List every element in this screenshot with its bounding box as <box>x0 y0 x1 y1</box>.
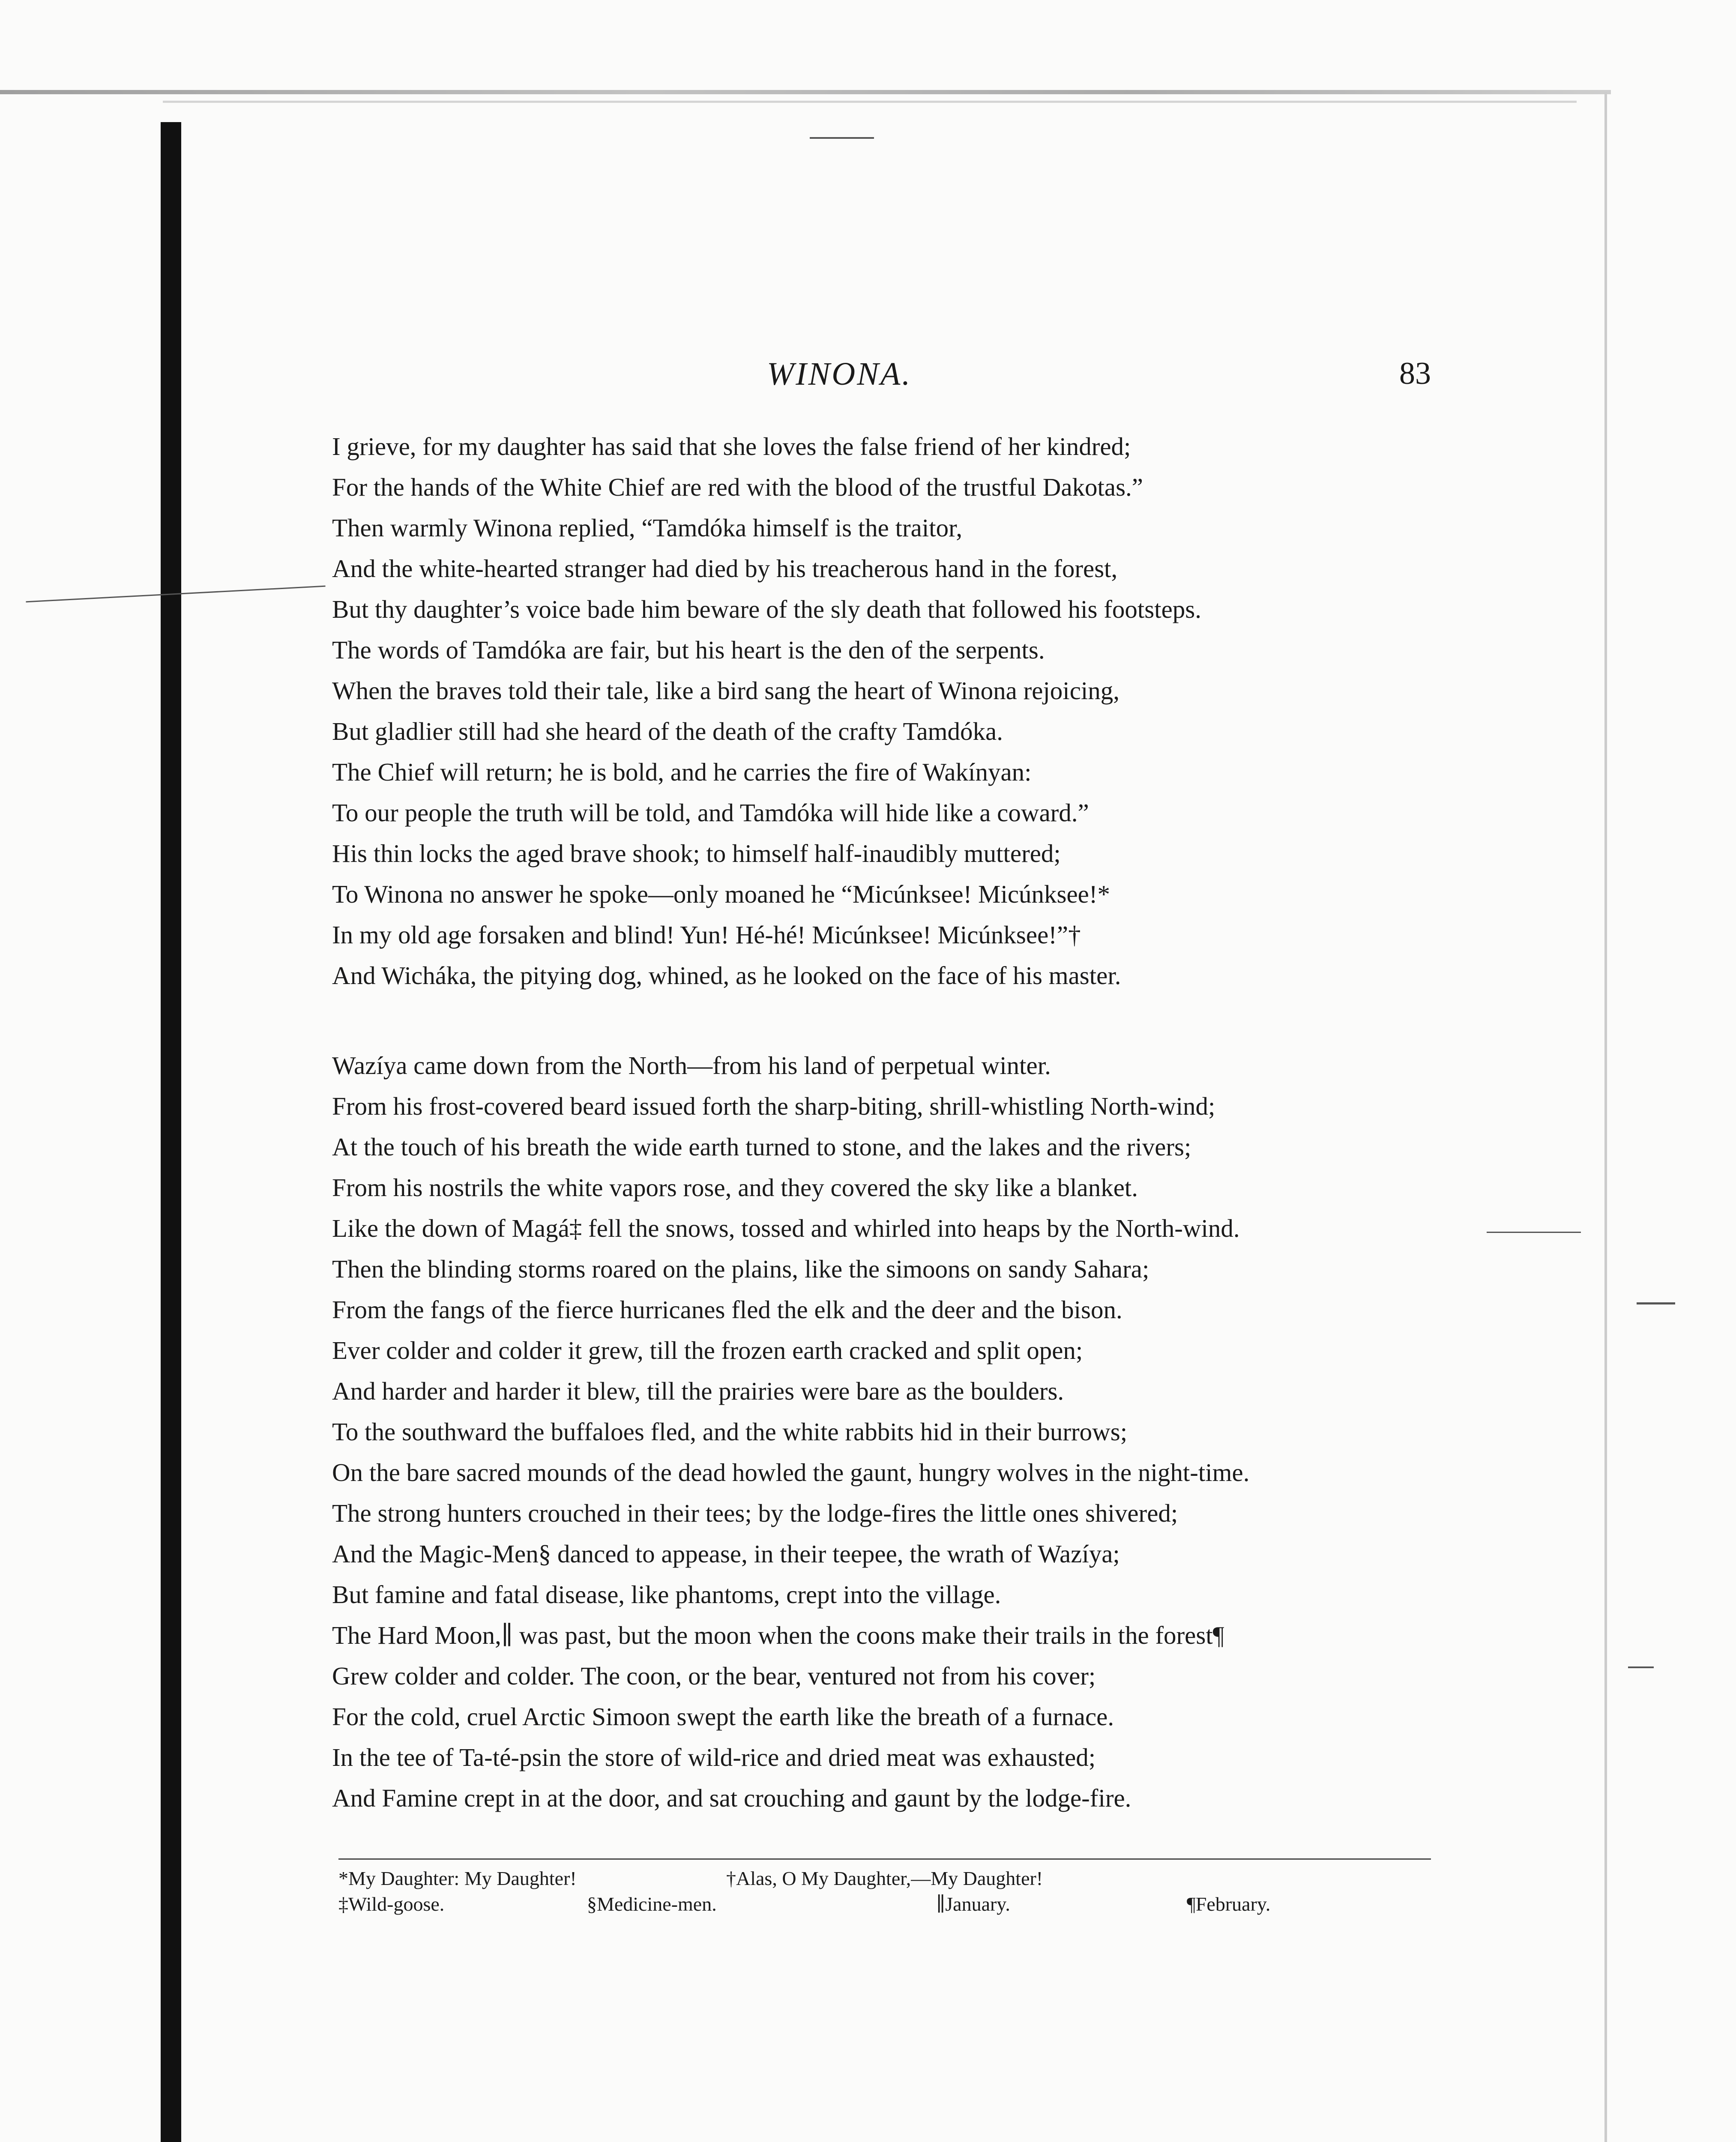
verse-line: Then the blinding storms roared on the plains, like the simoons on sandy Sahara; <box>332 1255 1149 1283</box>
binding-shadow <box>161 122 181 2142</box>
scan-mark <box>1487 1232 1581 1233</box>
footnote-row <box>338 1891 1452 1917</box>
verse-line: Like the down of Magá‡ fell the snows, tossed and whirled into heaps by the North-wind. <box>332 1214 1240 1242</box>
footnote: §Medicine-men. <box>587 1893 717 1915</box>
verse-line: And the Magic-Men§ danced to appease, in their teepee, the wrath of Wazíya; <box>332 1540 1120 1568</box>
verse-line: The Hard Moon,∥ was past, but the moon when the coons make their trails in the forest¶ <box>332 1621 1224 1649</box>
verse-line: When the braves told their tale, like a bird sang the heart of Winona rejoicing, <box>332 676 1120 705</box>
scan-mark <box>810 137 874 139</box>
page-top-edge-inner <box>163 101 1577 103</box>
verse-line: At the touch of his breath the wide earth turned to stone, and the lakes and the rivers; <box>332 1133 1191 1161</box>
verse-line: The strong hunters crouched in their tees; by the lodge-fires the little ones shivered; <box>332 1499 1178 1527</box>
verse-line: The Chief will return; he is bold, and he carries the fire of Wakínyan: <box>332 758 1032 786</box>
verse-line: The words of Tamdóka are fair, but his heart is the den of the serpents. <box>332 636 1045 664</box>
footnote: *My Daughter: My Daughter! <box>338 1867 577 1889</box>
verse-line: For the hands of the White Chief are red with the blood of the trustful Dakotas.” <box>332 473 1143 501</box>
footnote-row <box>338 1866 1452 1891</box>
verse-line: In the tee of Ta-té-psin the store of wild-rice and dried meat was exhausted; <box>332 1743 1096 1771</box>
verse-line: I grieve, for my daughter has said that she loves the false friend of her kindred; <box>332 432 1131 461</box>
verse-line: But gladlier still had she heard of the death of the crafty Tamdóka. <box>332 717 1003 745</box>
stanza-2 <box>332 1045 1446 1819</box>
page-number: 83 <box>1399 356 1431 391</box>
verse-line: And Famine crept in at the door, and sat crouching and gaunt by the lodge-fire. <box>332 1784 1131 1812</box>
verse-line: To our people the truth will be told, and Tamdóka will hide like a coward.” <box>332 799 1089 827</box>
scan-mark <box>1628 1666 1654 1668</box>
verse-line: But thy daughter’s voice bade him beware of the sly death that followed his footsteps. <box>332 595 1202 623</box>
verse-line: And harder and harder it blew, till the prairies were bare as the boulders. <box>332 1377 1064 1405</box>
verse-line: Ever colder and colder it grew, till the frozen earth cracked and split open; <box>332 1336 1083 1364</box>
verse-line: His thin locks the aged brave shook; to himself half-inaudibly muttered; <box>332 839 1061 868</box>
page-top-edge <box>0 90 1611 94</box>
verse-line: Grew colder and colder. The coon, or the bear, ventured not from his cover; <box>332 1662 1096 1690</box>
verse-line: To Winona no answer he spoke—only moaned he “Micúnksee! Micúnksee!* <box>332 880 1110 908</box>
verse-line: From his frost-covered beard issued forth the sharp-biting, shrill-whistling North-wind; <box>332 1092 1215 1120</box>
verse-line: But famine and fatal disease, like phantoms, crept into the village. <box>332 1580 1001 1609</box>
page-right-edge <box>1604 92 1607 2142</box>
footnote: ¶February. <box>1187 1893 1271 1915</box>
footnotes <box>338 1866 1452 1917</box>
verse-line: Wazíya came down from the North—from his land of perpetual winter. <box>332 1051 1051 1080</box>
footnote: †Alas, O My Daughter,—My Daughter! <box>726 1867 1043 1889</box>
verse-line: From his nostrils the white vapors rose, and they covered the sky like a blanket. <box>332 1173 1138 1202</box>
running-title: WINONA. <box>767 356 912 392</box>
verse-line: To the southward the buffaloes fled, and the white rabbits hid in their burrows; <box>332 1418 1128 1446</box>
verse-line: And Wicháka, the pitying dog, whined, as he looked on the face of his master. <box>332 961 1121 990</box>
scan-mark <box>1637 1302 1675 1304</box>
verse-line: In my old age forsaken and blind! Yun! Hé-hé! Micúnksee! Micúnksee!”† <box>332 921 1081 949</box>
verse-line: And the white-hearted stranger had died by his treacherous hand in the forest, <box>332 554 1118 583</box>
verse-line: Then warmly Winona replied, “Tamdóka himself is the traitor, <box>332 514 963 542</box>
footnote: ∥January. <box>936 1893 1010 1915</box>
verse-line: From the fangs of the fierce hurricanes fled the elk and the deer and the bison. <box>332 1295 1122 1324</box>
stanza-1 <box>332 426 1446 996</box>
footnote-rule <box>338 1858 1431 1860</box>
verse-line: For the cold, cruel Arctic Simoon swept the earth like the breath of a furnace. <box>332 1702 1114 1731</box>
verse-line: On the bare sacred mounds of the dead howled the gaunt, hungry wolves in the night-time. <box>332 1458 1250 1487</box>
page-header <box>334 356 1431 407</box>
footnote: ‡Wild-goose. <box>338 1893 445 1915</box>
